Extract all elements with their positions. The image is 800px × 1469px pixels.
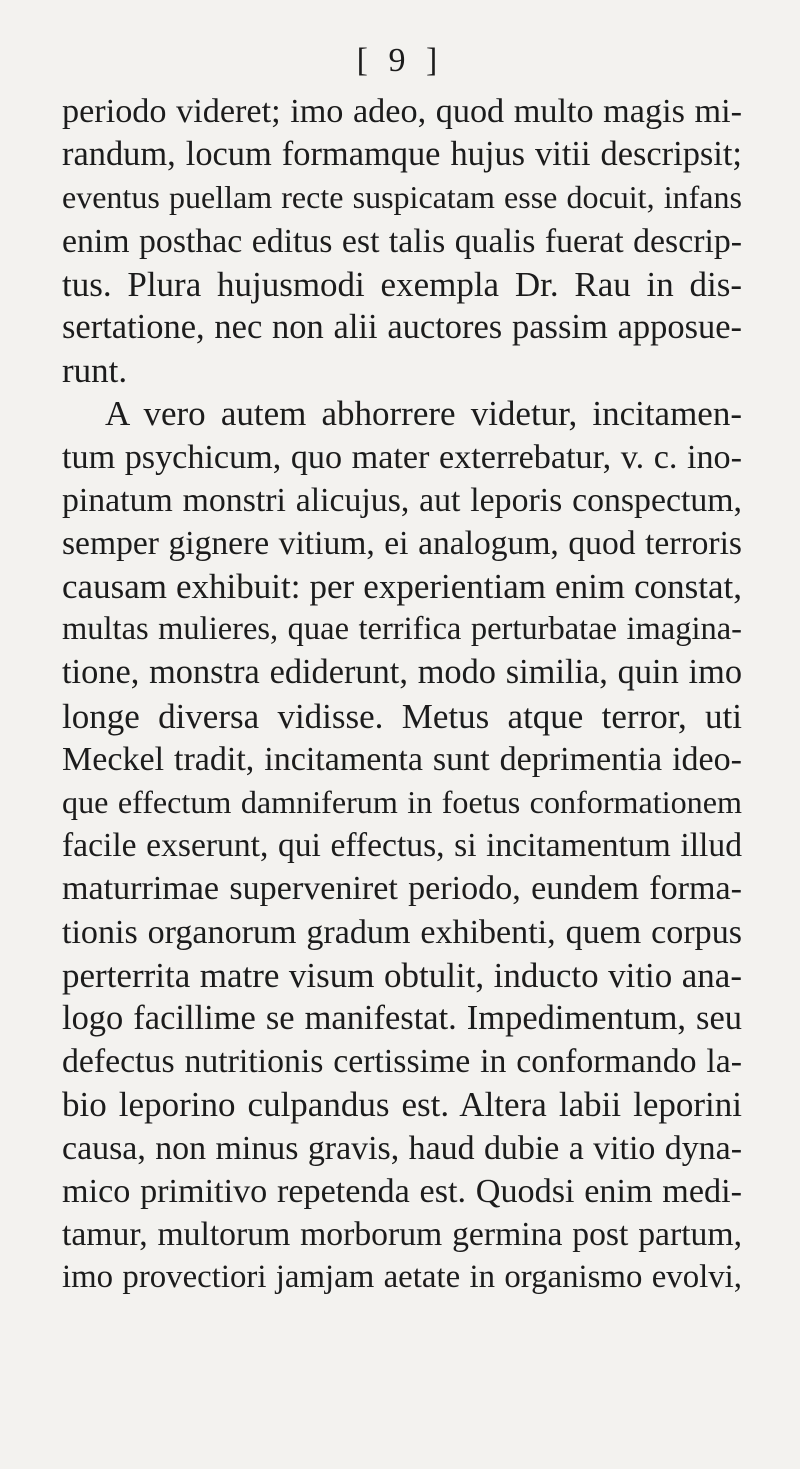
text-line: periodo videret; imo adeo, quod multo magis mi- (62, 92, 742, 130)
text-line: facile exserunt, qui effectus, si incitamentum illud (62, 827, 742, 865)
body-text (62, 90, 742, 1299)
text-line: semper gignere vitium, ei analogum, quod terroris (62, 524, 742, 562)
text-line: randum, locum formamque hujus vitii descripsit; (62, 135, 742, 174)
text-line: tione, monstra ediderunt, modo similia, quin imo (62, 653, 742, 692)
text-line: multas mulieres, quae terrifica perturbatae imagina- (62, 611, 742, 648)
text-line: mico primitivo repetenda est. Quodsi enim medi- (62, 1172, 742, 1210)
text-line: eventus puellam recte suspicatam esse docuit, infans (62, 179, 742, 216)
text-line: tamur, multorum morborum germina post partum, (62, 1215, 742, 1253)
text-line: tum psychicum, quo mater exterrebatur, v. c. ino- (62, 438, 742, 476)
paragraph-1 (62, 90, 742, 392)
text-line: imo provectiori jamjam aetate in organismo evolvi, (62, 1259, 742, 1296)
text-line: sertatione, nec non alii auctores passim apposue- (62, 307, 742, 346)
text-line: logo facillime se manifestat. Impedimentum, seu (62, 998, 742, 1037)
text-line: A vero autem abhorrere videtur, incitamen- (105, 394, 742, 434)
text-line: defectus nutritionis certissime in conformando la- (62, 1043, 742, 1081)
text-line: bio leporino culpandus est. Altera labii leporini (62, 1085, 742, 1125)
text-line: pinatum monstri alicujus, aut leporis conspectum, (62, 481, 742, 519)
text-line: tionis organorum gradum exhibenti, quem corpus (62, 913, 742, 951)
text-line: longe diversa vidisse. Metus atque terror, uti (62, 696, 742, 736)
text-line: tus. Plura hujusmodi exempla Dr. Rau in dis- (62, 264, 742, 304)
text-line: causa, non minus gravis, haud dubie a vitio dyna- (62, 1129, 742, 1167)
text-line: enim posthac editus est talis qualis fuerat descrip- (62, 222, 742, 260)
page-number: [ 9 ] (356, 42, 444, 79)
text-line: runt. (62, 351, 128, 391)
paragraph-2 (62, 392, 742, 1299)
text-line: perterrita matre visum obtulit, inducto vitio ana- (62, 955, 742, 995)
text-line: maturrimae superveniret periodo, eundem forma- (62, 870, 742, 908)
text-line: causam exhibuit: per experientiam enim constat, (62, 567, 742, 607)
text-line: Meckel tradit, incitamenta sunt deprimentia ideo- (62, 740, 742, 778)
text-line: que effectum damniferum in foetus conformationem (62, 784, 742, 820)
